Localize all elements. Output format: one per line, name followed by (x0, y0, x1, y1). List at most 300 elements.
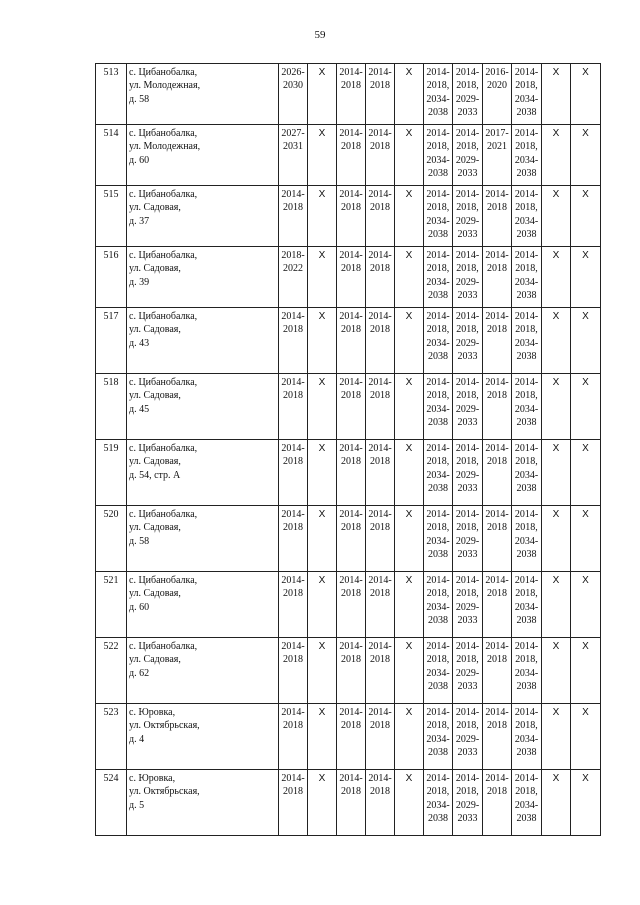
x-mark-cell: X (308, 638, 337, 704)
period-cell (337, 186, 366, 247)
cell-line: 2014- (485, 189, 509, 200)
x-mark-cell: X (542, 506, 571, 572)
cell-line: 2018, (515, 141, 538, 153)
cell-line: 2022 (283, 263, 303, 275)
cell-line: 2014- (455, 311, 480, 322)
period-cell (366, 770, 395, 836)
cell-line: 2018 (341, 80, 361, 92)
cell-line: д. 43 (129, 337, 150, 349)
x-mark-cell: X (542, 374, 571, 440)
cell-line: 2014- (514, 250, 539, 261)
cell-line: 2033 (457, 549, 478, 561)
cell-line: 2018 (370, 263, 390, 275)
cell-line: с. Цибанобалка, (129, 641, 198, 652)
cell-line: 2014- (426, 443, 450, 454)
cell-line: 2014- (368, 641, 392, 652)
x-mark-cell: X (571, 125, 601, 186)
cell-line: 2018 (487, 786, 507, 798)
x-mark-cell: X (542, 440, 571, 506)
x-mark-cell: X (308, 125, 337, 186)
row-number: 517 (96, 308, 127, 374)
period-cell (337, 440, 366, 506)
cell-line: 2018 (341, 654, 361, 666)
cell-line: 2033 (457, 813, 478, 825)
x-mark-cell: X (571, 64, 601, 125)
cell-line: 2014- (455, 250, 480, 261)
cell-line: 2018, (515, 456, 538, 468)
cell-line: 2018, (456, 720, 479, 732)
cell-line: 2034- (514, 403, 539, 415)
period-cell (483, 247, 512, 308)
cell-line: 2034- (426, 93, 450, 105)
cell-line: 2014- (339, 773, 363, 784)
cell-line: 2018 (370, 324, 390, 336)
cell-line: 2020 (487, 80, 507, 92)
cell-line: 2018 (487, 390, 507, 402)
table-row (96, 770, 601, 836)
period-cell (366, 186, 395, 247)
period-cell (453, 770, 483, 836)
period-cell (366, 64, 395, 125)
cell-line: 2014- (514, 443, 539, 454)
cell-line: 2014- (339, 707, 363, 718)
x-mark-cell: X (308, 64, 337, 125)
period-cell (424, 64, 453, 125)
cell-line: 2038 (428, 417, 448, 429)
period-cell (366, 572, 395, 638)
period-cell (279, 638, 308, 704)
cell-line: 2034- (426, 733, 450, 745)
cell-line: 2033 (457, 107, 478, 119)
cell-line: 2018, (456, 456, 479, 468)
period-cell (453, 247, 483, 308)
cell-line: 2018 (341, 390, 361, 402)
cell-line: 2034- (426, 215, 450, 227)
period-cell (424, 638, 453, 704)
period-cell (424, 704, 453, 770)
cell-line: 2034- (426, 337, 450, 349)
cell-line: 2018 (341, 202, 361, 214)
period-cell (512, 506, 542, 572)
cell-line: 2014- (455, 641, 480, 652)
cell-line: 2018 (283, 522, 303, 534)
period-cell (337, 506, 366, 572)
period-cell (483, 374, 512, 440)
cell-line: 2018, (426, 786, 450, 798)
cell-line: ул. Октябрьская, (129, 786, 200, 798)
cell-line: 2014- (368, 128, 392, 139)
row-number: 520 (96, 506, 127, 572)
cell-line: 2014- (426, 250, 450, 261)
cell-line: 2018, (515, 522, 538, 534)
cell-line: 2018, (456, 786, 479, 798)
cell-line: 2038 (516, 615, 537, 627)
cell-line: 2018, (515, 390, 538, 402)
cell-line: 2034- (426, 154, 450, 166)
cell-line: 2018 (370, 390, 390, 402)
cell-line: 2014- (339, 128, 363, 139)
period-cell (512, 308, 542, 374)
cell-line: 2014- (339, 67, 363, 78)
cell-line: 2029- (455, 93, 480, 105)
cell-line: д. 54, стр. А (129, 469, 181, 481)
cell-line: 2014- (339, 250, 363, 261)
period-cell (337, 704, 366, 770)
cell-line: д. 4 (129, 733, 145, 745)
cell-line: с. Цибанобалка, (129, 67, 198, 78)
cell-line: 2018, (515, 654, 538, 666)
cell-line: 2014- (455, 377, 480, 388)
cell-line: 2018 (341, 456, 361, 468)
period-cell (483, 125, 512, 186)
cell-line: ул. Молодежная, (129, 141, 201, 153)
cell-line: 2018, (426, 324, 450, 336)
period-cell (337, 770, 366, 836)
cell-line: 2034- (426, 403, 450, 415)
x-mark-cell: X (308, 770, 337, 836)
cell-line: 2018 (341, 786, 361, 798)
cell-line: 2029- (455, 799, 480, 811)
cell-line: ул. Садовая, (129, 324, 181, 336)
cell-line: 2014- (485, 641, 509, 652)
period-cell (512, 440, 542, 506)
cell-line: 2018, (456, 141, 479, 153)
cell-line: 2018 (487, 522, 507, 534)
cell-line: 2018 (283, 202, 303, 214)
cell-line: 2018, (456, 522, 479, 534)
cell-line: ул. Садовая, (129, 522, 181, 534)
cell-line: с. Цибанобалка, (129, 189, 198, 200)
period-cell (424, 186, 453, 247)
cell-line: 2018 (283, 654, 303, 666)
address-cell (127, 125, 279, 186)
cell-line: 2034- (426, 601, 450, 613)
row-number: 518 (96, 374, 127, 440)
cell-line: 2018 (283, 786, 303, 798)
x-mark-cell: X (542, 770, 571, 836)
period-cell (279, 64, 308, 125)
x-mark-cell: X (308, 308, 337, 374)
cell-line: 2018 (370, 786, 390, 798)
cell-line: д. 58 (129, 535, 150, 547)
cell-line: с. Цибанобалка, (129, 377, 198, 388)
cell-line: 2018, (426, 202, 450, 214)
x-mark-cell: X (571, 704, 601, 770)
cell-line: 2014- (426, 67, 450, 78)
cell-line: 2014- (426, 377, 450, 388)
cell-line: 2018, (426, 588, 450, 600)
cell-line: 2018, (515, 324, 538, 336)
cell-line: 2027- (281, 128, 305, 139)
cell-line: 2018 (487, 324, 507, 336)
x-mark-cell: X (542, 64, 571, 125)
cell-line: 2014- (514, 707, 539, 718)
cell-line: 2038 (428, 813, 448, 825)
cell-line: ул. Садовая, (129, 456, 181, 468)
x-mark-cell: X (308, 572, 337, 638)
row-number: 522 (96, 638, 127, 704)
cell-line: 2014- (281, 509, 305, 520)
period-cell (483, 770, 512, 836)
cell-line: 2034- (514, 733, 539, 745)
period-cell (279, 308, 308, 374)
period-cell (366, 308, 395, 374)
cell-line: 2034- (426, 276, 450, 288)
period-cell (483, 572, 512, 638)
x-mark-cell: X (308, 247, 337, 308)
cell-line: 2034- (514, 276, 539, 288)
period-cell (483, 506, 512, 572)
cell-line: 2014- (426, 189, 450, 200)
period-cell (279, 247, 308, 308)
period-cell (453, 440, 483, 506)
cell-line: с. Цибанобалка, (129, 311, 198, 322)
cell-line: 2014- (455, 773, 480, 784)
x-mark-cell: X (571, 506, 601, 572)
table-row (96, 704, 601, 770)
cell-line: 2034- (426, 469, 450, 481)
registry-body (96, 64, 601, 836)
period-cell (279, 186, 308, 247)
cell-line: с. Цибанобалка, (129, 575, 198, 586)
cell-line: 2018, (426, 654, 450, 666)
cell-line: 2034- (514, 667, 539, 679)
cell-line: 2034- (514, 215, 539, 227)
period-cell (279, 572, 308, 638)
cell-line: 2018, (426, 720, 450, 732)
cell-line: 2014- (485, 443, 509, 454)
cell-line: 2034- (426, 799, 450, 811)
x-mark-cell: X (542, 638, 571, 704)
cell-line: 2014- (281, 773, 305, 784)
period-cell (453, 638, 483, 704)
x-mark-cell: X (308, 374, 337, 440)
period-cell (512, 638, 542, 704)
period-cell (424, 506, 453, 572)
x-mark-cell: X (542, 186, 571, 247)
period-cell (337, 308, 366, 374)
cell-line: 2018 (487, 654, 507, 666)
cell-line: 2018, (426, 263, 450, 275)
cell-line: 2014- (426, 641, 450, 652)
cell-line: д. 58 (129, 93, 150, 105)
period-cell (453, 506, 483, 572)
table-row (96, 374, 601, 440)
cell-line: 2034- (426, 535, 450, 547)
cell-line: 2014- (426, 128, 450, 139)
x-mark-cell: X (395, 247, 424, 308)
cell-line: 2018 (370, 80, 390, 92)
cell-line: 2034- (514, 93, 539, 105)
period-cell (453, 572, 483, 638)
cell-line: 2033 (457, 229, 478, 241)
cell-line: 2038 (516, 483, 537, 495)
cell-line: 2014- (455, 189, 480, 200)
period-cell (279, 704, 308, 770)
cell-line: 2014- (485, 377, 509, 388)
x-mark-cell: X (395, 506, 424, 572)
cell-line: 2018, (515, 202, 538, 214)
x-mark-cell: X (571, 308, 601, 374)
cell-line: 2038 (428, 681, 448, 693)
cell-line: 2018 (487, 720, 507, 732)
period-cell (512, 572, 542, 638)
period-cell (366, 638, 395, 704)
x-mark-cell: X (395, 308, 424, 374)
cell-line: 2018, (426, 522, 450, 534)
cell-line: 2018 (283, 720, 303, 732)
cell-line: 2014- (455, 509, 480, 520)
cell-line: 2018, (456, 588, 479, 600)
cell-line: 2018 (283, 324, 303, 336)
cell-line: 2033 (457, 168, 478, 180)
period-cell (337, 374, 366, 440)
cell-line: 2034- (514, 337, 539, 349)
x-mark-cell: X (571, 770, 601, 836)
period-cell (337, 638, 366, 704)
cell-line: 2038 (516, 351, 537, 363)
period-cell (512, 186, 542, 247)
period-cell (424, 125, 453, 186)
x-mark-cell: X (395, 572, 424, 638)
cell-line: 2038 (516, 229, 537, 241)
cell-line: 2038 (516, 549, 537, 561)
cell-line: 2038 (516, 290, 537, 302)
period-cell (512, 770, 542, 836)
period-cell (512, 374, 542, 440)
cell-line: 2018 (341, 720, 361, 732)
cell-line: 2014- (426, 509, 450, 520)
cell-line: 2038 (428, 351, 448, 363)
period-cell (337, 247, 366, 308)
table-row (96, 247, 601, 308)
cell-line: 2014- (368, 189, 392, 200)
cell-line: 2014- (485, 773, 509, 784)
cell-line: с. Цибанобалка, (129, 128, 198, 139)
cell-line: 2038 (428, 615, 448, 627)
page-number: 59 (314, 29, 326, 41)
period-cell (279, 506, 308, 572)
cell-line: 2018, (515, 263, 538, 275)
address-cell (127, 374, 279, 440)
period-cell (453, 704, 483, 770)
x-mark-cell: X (395, 704, 424, 770)
x-mark-cell: X (571, 247, 601, 308)
cell-line: 2029- (455, 154, 480, 166)
cell-line: 2018, (456, 390, 479, 402)
cell-line: ул. Садовая, (129, 390, 181, 402)
cell-line: 2018 (370, 654, 390, 666)
cell-line: 2014- (281, 189, 305, 200)
cell-line: 2033 (457, 351, 478, 363)
address-cell (127, 64, 279, 125)
x-mark-cell: X (395, 64, 424, 125)
x-mark-cell: X (542, 247, 571, 308)
cell-line: д. 5 (129, 799, 145, 811)
cell-line: 2018 (370, 456, 390, 468)
cell-line: 2014- (368, 509, 392, 520)
cell-line: 2018, (426, 456, 450, 468)
cell-line: 2018, (426, 390, 450, 402)
period-cell (424, 440, 453, 506)
cell-line: 2033 (457, 747, 478, 759)
cell-line: 2014- (368, 443, 392, 454)
cell-line: д. 60 (129, 154, 150, 166)
cell-line: 2038 (516, 747, 537, 759)
cell-line: ул. Октябрьская, (129, 720, 200, 732)
cell-line: 2014- (368, 250, 392, 261)
cell-line: 2030 (283, 80, 303, 92)
x-mark-cell: X (542, 572, 571, 638)
address-cell (127, 704, 279, 770)
cell-line: 2018 (341, 324, 361, 336)
table-row (96, 186, 601, 247)
period-cell (279, 125, 308, 186)
cell-line: 2014- (368, 67, 392, 78)
cell-line: 2014- (485, 311, 509, 322)
cell-line: 2033 (457, 681, 478, 693)
cell-line: 2018 (370, 141, 390, 153)
cell-line: 2038 (428, 229, 448, 241)
cell-line: 2014- (426, 311, 450, 322)
cell-line: 2014- (339, 443, 363, 454)
cell-line: 2038 (516, 417, 537, 429)
cell-line: 2038 (516, 168, 537, 180)
cell-line: 2014- (426, 707, 450, 718)
cell-line: 2018 (341, 263, 361, 275)
cell-line: 2018, (456, 324, 479, 336)
address-cell (127, 186, 279, 247)
cell-line: 2018, (456, 263, 479, 275)
cell-line: 2014- (514, 575, 539, 586)
table-row (96, 64, 601, 125)
row-number: 519 (96, 440, 127, 506)
table-row (96, 572, 601, 638)
cell-line: 2029- (455, 535, 480, 547)
cell-line: 2029- (455, 469, 480, 481)
cell-line: 2014- (514, 128, 539, 139)
period-cell (424, 572, 453, 638)
row-number: 514 (96, 125, 127, 186)
cell-line: 2014- (485, 575, 509, 586)
period-cell (483, 638, 512, 704)
cell-line: 2014- (339, 377, 363, 388)
cell-line: 2018 (283, 456, 303, 468)
cell-line: 2033 (457, 615, 478, 627)
cell-line: 2014- (368, 773, 392, 784)
cell-line: 2033 (457, 417, 478, 429)
cell-line: 2018 (487, 588, 507, 600)
period-cell (366, 374, 395, 440)
cell-line: 2038 (428, 168, 448, 180)
cell-line: 2029- (455, 276, 480, 288)
table-row (96, 308, 601, 374)
cell-line: 2014- (339, 575, 363, 586)
period-cell (279, 770, 308, 836)
cell-line: 2014- (339, 311, 363, 322)
cell-line: 2016- (485, 67, 509, 78)
cell-line: 2018, (515, 786, 538, 798)
cell-line: 2018, (426, 80, 450, 92)
cell-line: 2014- (514, 509, 539, 520)
cell-line: 2014- (455, 575, 480, 586)
period-cell (483, 704, 512, 770)
table-row (96, 440, 601, 506)
x-mark-cell: X (308, 506, 337, 572)
period-cell (483, 64, 512, 125)
row-number: 523 (96, 704, 127, 770)
period-cell (453, 308, 483, 374)
